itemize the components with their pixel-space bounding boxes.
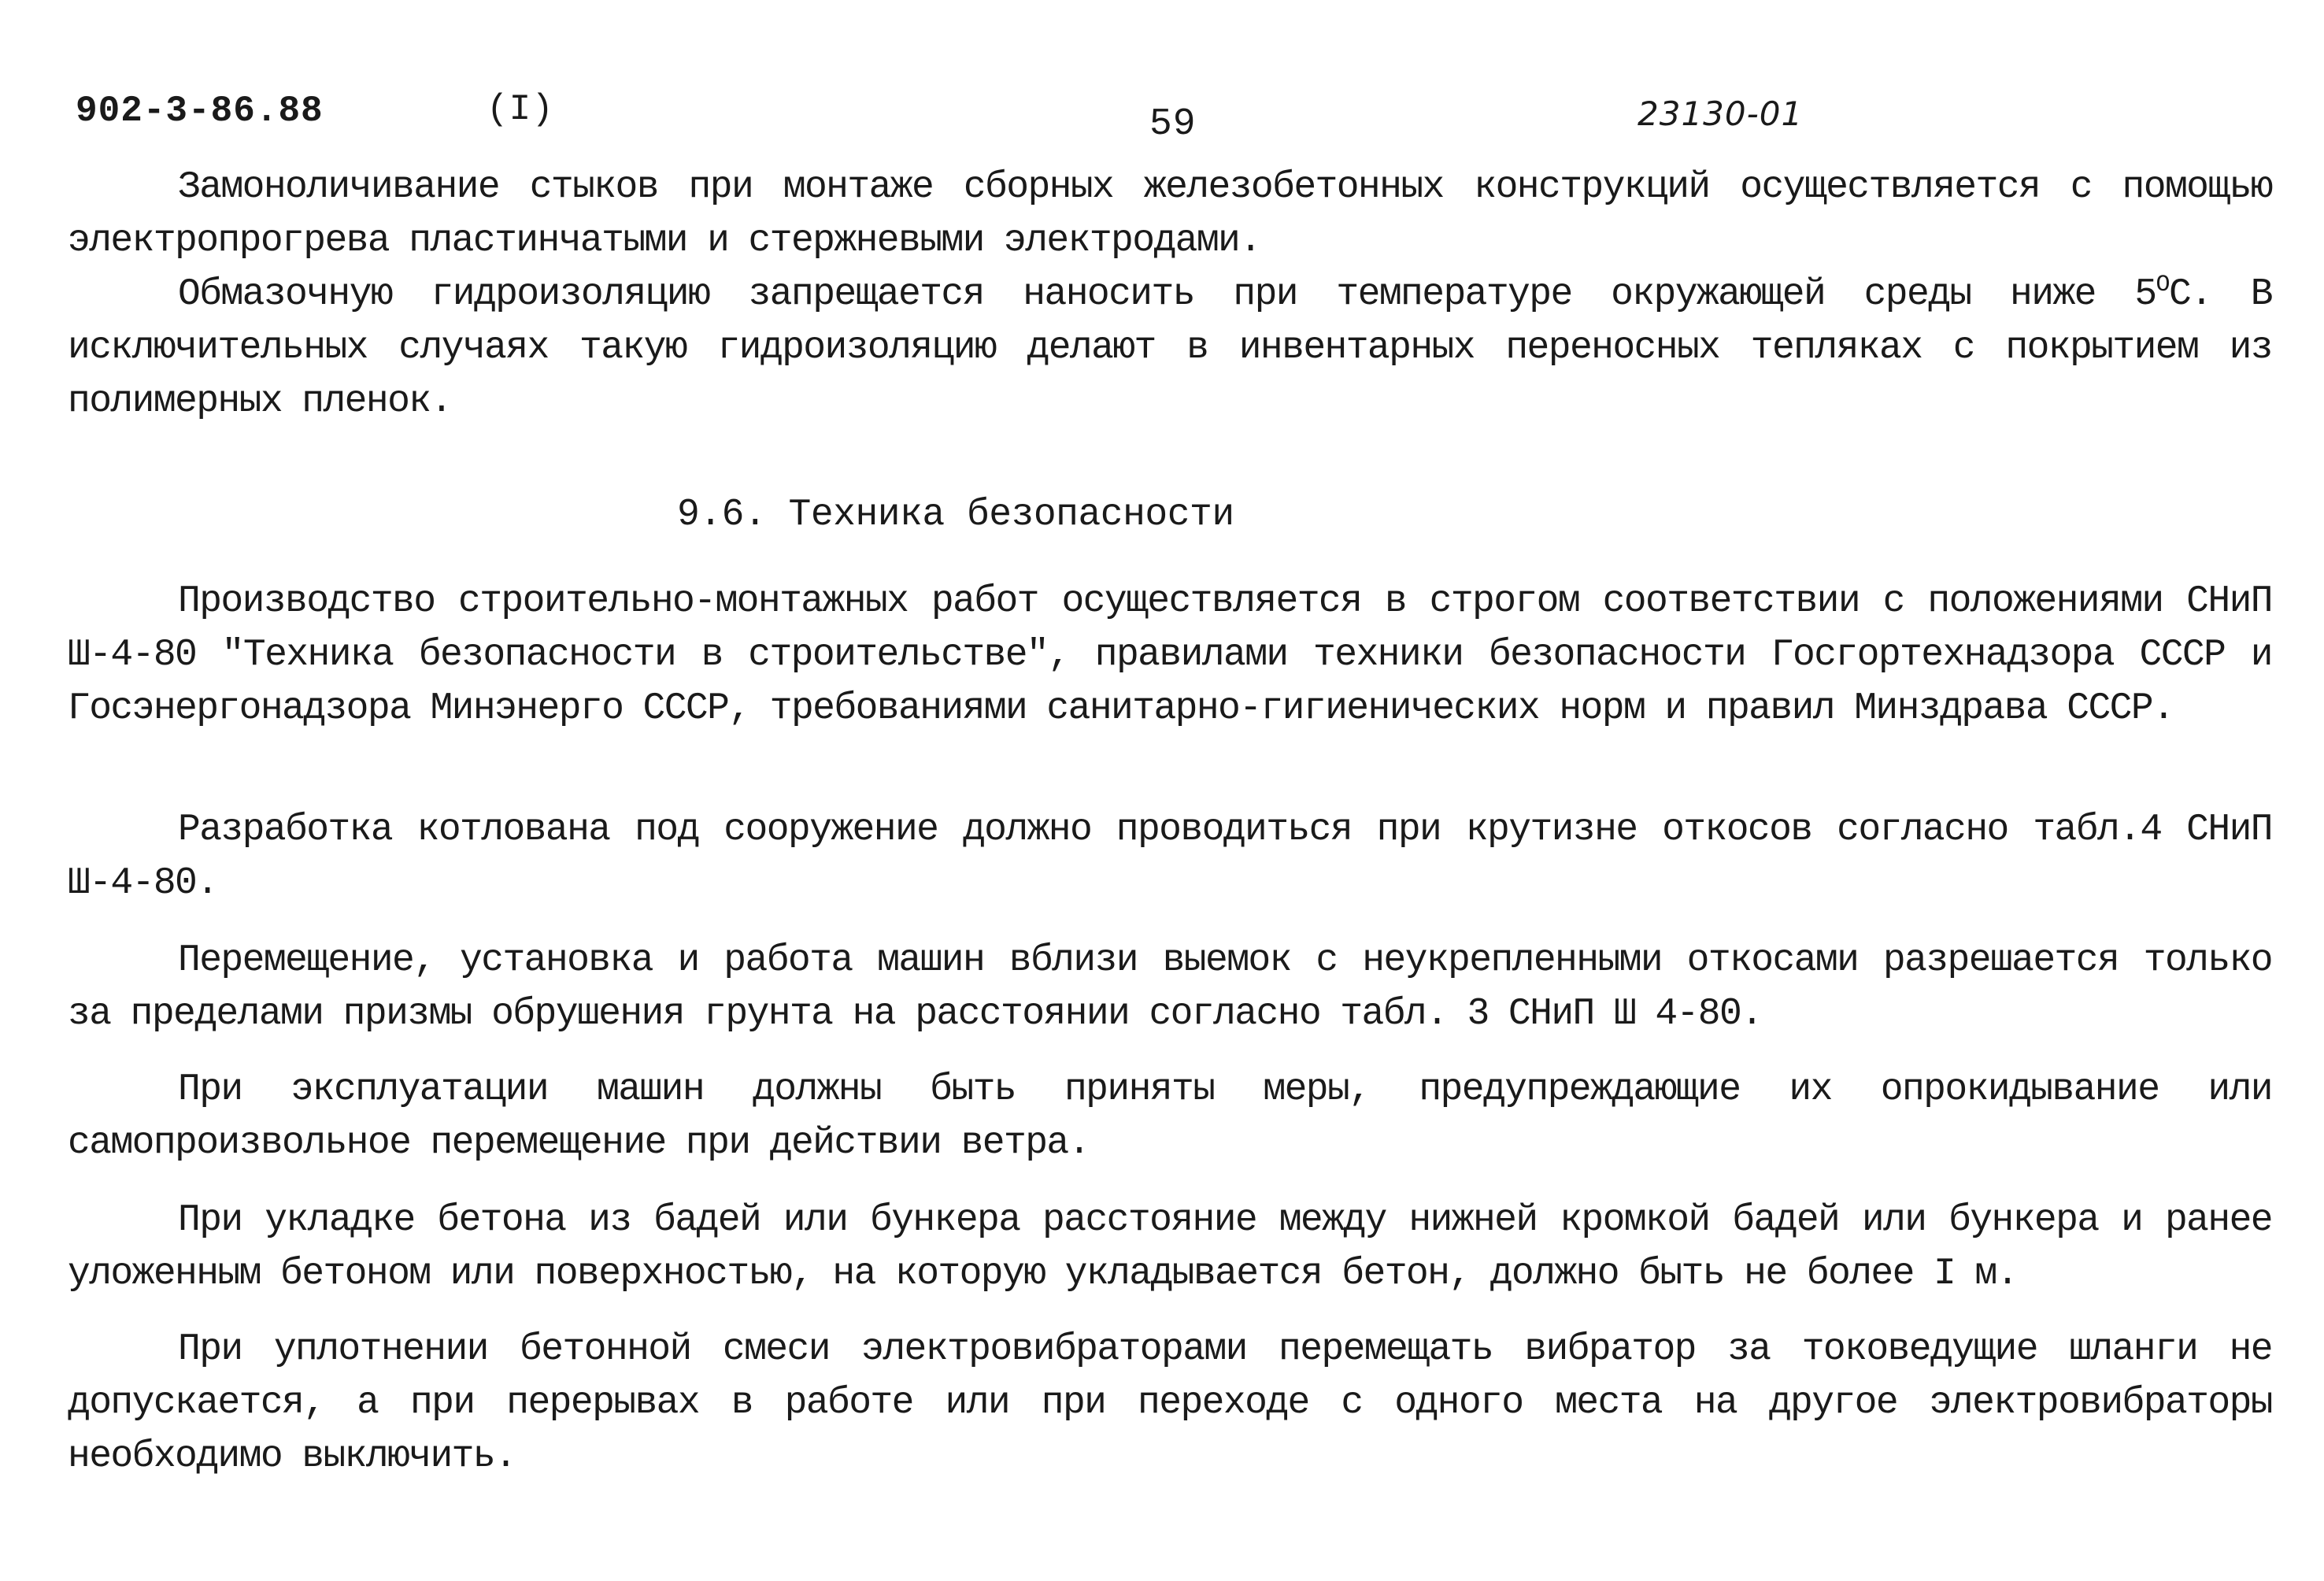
document-code: 902-3-86.88 — [76, 91, 324, 131]
paragraph-vibrators: При уплотнении бетонной смеси электровибраторами перемещать вибратор за токоведущие шланги не допускается, а при перерывах в работе или при переходе с одного места на другое электровибраторы необходимо выключить. — [68, 1328, 2272, 1478]
degree-superscript: О — [2156, 272, 2169, 298]
paragraph-waterproofing-text-end: С. В исключительных случаях такую гидроизоляцию делают в инвентарных переносных тепляках с покрытием из полимерных пленок. — [68, 273, 2272, 423]
volume-number: (I) — [487, 89, 554, 130]
archive-reference: 23130-01 — [1638, 94, 1804, 133]
paragraph-concrete-laying: При укладке бетона из бадей или бункера расстояние между нижней кромкой бадей или бункера и ранее уложенным бетоном или поверхностью, на которую укладывается бетон, должно быть не более I м. — [68, 1199, 2272, 1295]
paragraph-safety-regulations: Производство строительно-монтажных работ осуществляется в строгом соответствии с положениями СНиП Ш-4-80 "Техника безопасности в строительстве", правилами техники безопасности Госгортехнадзора СССР и Госэнергонадзора Минэнерго СССР, требованиями санитарно-гигиенических норм и правил Минздрава СССР. — [68, 580, 2272, 730]
paragraph-waterproofing-text-start: Обмазочную гидроизоляцию запрещается наносить при температуре окружающей среды ниже 5 — [178, 273, 2156, 316]
paragraph-machine-operation: При эксплуатации машин должны быть приняты меры, предупреждающие их опрокидывание или самопроизвольное перемещение при действии ветра. — [68, 1068, 2272, 1164]
page-number: 59 — [1149, 103, 1197, 146]
paragraph-waterproofing — [68, 268, 2272, 428]
paragraph-machine-movement: Перемещение, установка и работа машин вблизи выемок с неукрепленными откосами разрешается только за пределами призмы обрушения грунта на расстоянии согласно табл. 3 СНиП Ш 4-80. — [68, 939, 2272, 1035]
paragraph-monolithing: Замоноличивание стыков при монтаже сборных железобетонных конструкций осуществляется с помощью электропрогрева пластинчатыми и стержневыми электродами. — [68, 166, 2272, 262]
section-heading: 9.6. Техника безопасности — [677, 494, 1234, 536]
paragraph-excavation: Разработка котлована под сооружение должно проводиться при крутизне откосов согласно табл.4 СНиП Ш-4-80. — [68, 809, 2272, 905]
